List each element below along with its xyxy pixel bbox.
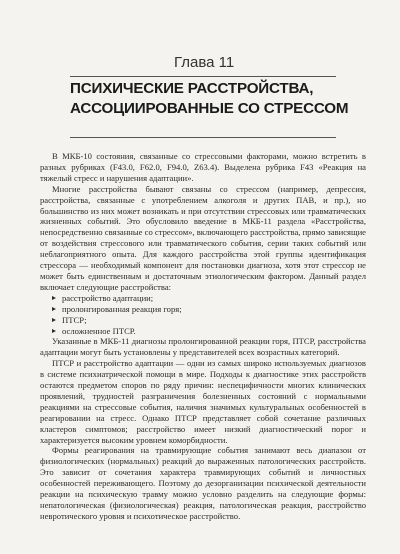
title-rule-top — [70, 76, 336, 77]
chapter-label: Глава 11 — [174, 54, 235, 71]
paragraph: Многие расстройства бывают связаны со стрессом (например, депрессия, расстройства, связанные с употреблением алкоголя и других ПАВ, и пр.), но большинство из них может возникать и при отсутствии стрессовых или травматических жизненных событий. Это обусловило введение в МКБ-11 раздела «Расстройства, непосредственно связанные со стрессом», включающего расстройства, прямо зависящие от воздействия стрессового или травматического события, серии таких событий или неблагоприятного опыта. Для каждого расстройства этой группы идентификация стрессора — необходимый компонент для постановки диагноза, хотя этот стрессор не может быть единственным и достаточным этиологическим фактором. Данный раздел включает следующие расстройства: — [40, 183, 366, 292]
list-item — [52, 326, 366, 337]
paragraph: Указанные в МКБ-11 диагнозы пролонгированной реакции горя, ПТСР, расстройства адаптации могут быть установлены у представителей всех возрастных категорий. — [40, 336, 366, 358]
paragraph: В МКБ-10 состояния, связанные со стрессовыми факторами, можно встретить в разных рубриках (F43.0, F62.0, F94.0, Z63.4). Выделена рубрика F43 «Реакция на тяжелый стресс и нарушения адаптации». — [40, 151, 366, 183]
list-item-text: расстройство адаптации; — [62, 292, 154, 303]
chapter-title-line: ПСИХИЧЕСКИЕ РАССТРОЙСТВА, — [70, 80, 314, 97]
triangle-bullet-icon — [52, 296, 56, 300]
title-rule-bottom — [70, 137, 336, 138]
list-item — [52, 315, 366, 326]
disorder-list — [40, 293, 366, 337]
list-item-text: осложненное ПТСР. — [62, 325, 136, 336]
paragraph: ПТСР и расстройство адаптации — одни из самых широко используемых диагнозов в системе психиатрической помощи в мире. Подходы к диагностике этих расстройств остаются предметом споров по ряду причин: неспецифичности многих клинических проявлений, трудностей разграничения болезненных состояний с нормальными реакциями на стрессовые события, наличия значимых культуральных особенностей в реагировании на стресс. Однако ПТСР представляет собой сочетание различных кластеров симптомов; расстройство имеет низкий диагностический порог и характеризуется высоким уровнем коморбидности. — [40, 358, 366, 445]
chapter-title — [70, 79, 349, 118]
triangle-bullet-icon — [52, 318, 56, 322]
list-item — [52, 304, 366, 315]
list-item — [52, 293, 366, 304]
list-item-text: пролонгированная реакция горя; — [62, 303, 182, 314]
triangle-bullet-icon — [52, 329, 56, 333]
triangle-bullet-icon — [52, 307, 56, 311]
list-item-text: ПТСР; — [62, 314, 87, 325]
body-text — [40, 151, 366, 522]
chapter-title-line: АССОЦИИРОВАННЫЕ СО СТРЕССОМ — [70, 99, 349, 117]
paragraph: Формы реагирования на травмирующие события занимают весь диапазон от физиологических (нормальных) реакций до выраженных патологических расстройств. Это зависит от сочетания характера травмирующих событий и личностных особенностей переживающего. Поэтому до дезорганизации психической деятельности реакции на психическую травму можно условно разделить на следующие формы: непатологическая (физиологическая) реакция, патологическая реакция, расстройство невротического уровня и психотическое расстройство. — [40, 445, 366, 521]
